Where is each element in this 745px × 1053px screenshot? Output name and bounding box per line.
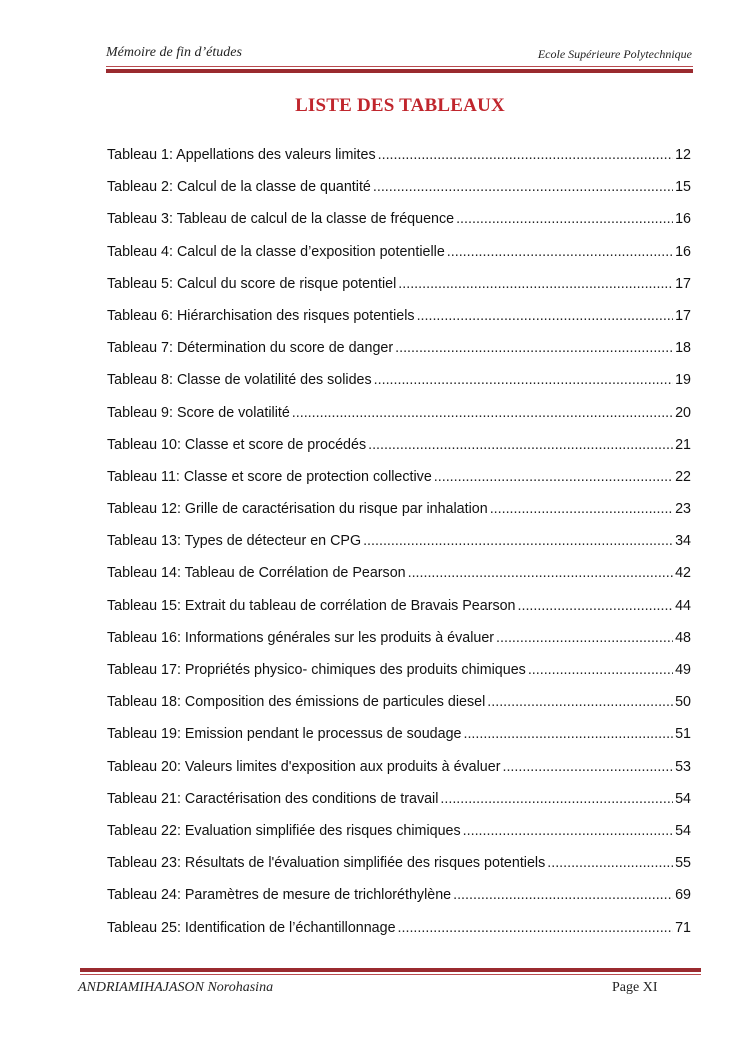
toc-entry-page: 34 [675,533,691,550]
toc-entry-page: 16 [675,211,691,228]
toc-dot-leader [453,885,673,905]
footer-page-number: Page XI [612,980,658,995]
toc-entry[interactable] [107,499,691,531]
toc-entry-label: Tableau 6: Hiérarchisation des risques potentiels [107,307,415,324]
toc-entry-page: 18 [675,340,691,357]
toc-entry-page: 54 [675,790,691,807]
toc-dot-leader [373,177,673,197]
toc-entry[interactable] [107,177,691,209]
header-rule-thin [106,66,693,67]
toc-entry-label: Tableau 2: Calcul de la classe de quantité [107,179,371,196]
toc-entry-label: Tableau 3: Tableau de calcul de la classe de fréquence [107,211,455,228]
toc-dot-leader [496,628,673,648]
toc-entry-label: Tableau 4: Calcul de la classe d’exposition potentielle [107,243,445,260]
toc-entry-page: 22 [675,468,691,485]
toc-entry-label: Tableau 15: Extrait du tableau de corrélation de Bravais Pearson [107,597,516,614]
table-list [107,145,691,950]
toc-entry[interactable] [107,660,691,692]
toc-dot-leader [363,531,673,551]
toc-dot-leader [434,467,673,487]
toc-entry-page: 71 [675,919,691,936]
toc-entry[interactable] [107,853,691,885]
toc-dot-leader [528,660,673,680]
footer-rule-thin [80,974,701,975]
toc-entry[interactable] [107,724,691,756]
toc-entry[interactable] [107,145,691,177]
toc-entry-label: Tableau 9: Score de volatilité [107,404,290,421]
toc-entry-label: Tableau 13: Types de détecteur en CPG [107,533,362,550]
toc-entry-label: Tableau 21: Caractérisation des conditions de travail [107,790,439,807]
toc-entry-label: Tableau 16: Informations générales sur les produits à évaluer [107,629,495,646]
toc-entry-label: Tableau 5: Calcul du score de risque potentiel [107,275,397,292]
toc-entry-page: 23 [675,501,691,518]
footer-author: ANDRIAMIHAJASON Norohasina [78,980,274,995]
toc-entry-page: 54 [675,822,691,839]
toc-entry-label: Tableau 23: Résultats de l'évaluation simplifiée des risques potentiels [107,855,546,872]
toc-entry-label: Tableau 14: Tableau de Corrélation de Pearson [107,565,406,582]
header-left-text: Mémoire de fin d’études [106,45,242,60]
toc-entry-label: Tableau 18: Composition des émissions de particules diesel [107,694,486,711]
toc-entry[interactable] [107,757,691,789]
toc-dot-leader [463,724,673,744]
toc-entry[interactable] [107,563,691,595]
toc-entry-page: 12 [675,147,691,163]
toc-entry-page: 49 [675,662,691,678]
toc-dot-leader [368,435,673,455]
toc-dot-leader [440,789,673,809]
toc-entry-page: 15 [675,179,691,196]
toc-entry-label: Tableau 22: Evaluation simplifiée des risques chimiques [107,822,461,839]
toc-entry-label: Tableau 1: Appellations des valeurs limites [107,147,376,163]
toc-entry[interactable] [107,435,691,467]
toc-entry[interactable] [107,403,691,435]
toc-entry-page: 48 [675,629,691,646]
toc-entry[interactable] [107,821,691,853]
toc-entry-page: 53 [675,758,691,775]
toc-dot-leader [456,209,673,229]
toc-entry-label: Tableau 24: Paramètres de mesure de trichloréthylène [107,887,452,904]
toc-entry-page: 17 [675,275,691,292]
toc-entry[interactable] [107,274,691,306]
toc-entry-page: 69 [675,887,691,904]
toc-entry[interactable] [107,531,691,563]
toc-dot-leader [398,274,673,294]
toc-entry[interactable] [107,596,691,628]
toc-entry-page: 51 [675,726,691,743]
page-title: LISTE DES TABLEAUX [295,95,505,116]
toc-dot-leader [292,403,673,423]
toc-entry-page: 16 [675,243,691,260]
toc-dot-leader [490,499,673,519]
toc-entry-page: 44 [675,597,691,614]
footer-rule [80,968,701,972]
toc-dot-leader [502,757,673,777]
toc-entry-label: Tableau 25: Identification de l’échantillonnage [107,919,396,936]
toc-dot-leader [463,821,673,841]
toc-entry-page: 21 [675,436,691,453]
toc-dot-leader [547,853,673,873]
toc-entry-label: Tableau 12: Grille de caractérisation du risque par inhalation [107,501,488,518]
toc-entry-page: 42 [675,565,691,582]
toc-entry[interactable] [107,242,691,274]
toc-entry-page: 55 [675,855,691,872]
toc-entry[interactable] [107,918,691,950]
toc-dot-leader [408,563,674,583]
header-right-text: Ecole Supérieure Polytechnique [537,47,692,61]
toc-dot-leader [447,242,673,262]
toc-entry-label: Tableau 17: Propriétés physico- chimiques des produits chimiques [107,662,526,678]
toc-entry-label: Tableau 8: Classe de volatilité des solides [107,372,372,389]
toc-entry-page: 19 [675,372,691,389]
toc-dot-leader [374,370,673,390]
toc-entry[interactable] [107,370,691,402]
toc-entry[interactable] [107,306,691,338]
toc-entry[interactable] [107,209,691,241]
toc-dot-leader [398,918,674,938]
toc-entry-page: 17 [675,307,691,324]
toc-entry[interactable] [107,338,691,370]
toc-dot-leader [395,338,673,358]
toc-entry-page: 50 [675,694,691,711]
toc-entry-label: Tableau 20: Valeurs limites d'exposition aux produits à évaluer [107,758,501,775]
toc-entry[interactable] [107,885,691,917]
toc-entry[interactable] [107,628,691,660]
toc-entry-label: Tableau 7: Détermination du score de danger [107,340,394,357]
toc-dot-leader [417,306,674,326]
toc-entry-label: Tableau 19: Emission pendant le processus de soudage [107,726,462,743]
toc-entry-label: Tableau 10: Classe et score de procédés [107,436,367,453]
header-rule [106,69,693,73]
toc-dot-leader [487,692,673,712]
toc-entry[interactable] [107,692,691,724]
toc-entry[interactable] [107,467,691,499]
toc-entry-page: 20 [675,404,691,421]
toc-dot-leader [518,596,674,616]
toc-entry-label: Tableau 11: Classe et score de protection collective [107,468,432,485]
toc-entry[interactable] [107,789,691,821]
toc-dot-leader [378,145,673,165]
page-header [104,45,692,65]
